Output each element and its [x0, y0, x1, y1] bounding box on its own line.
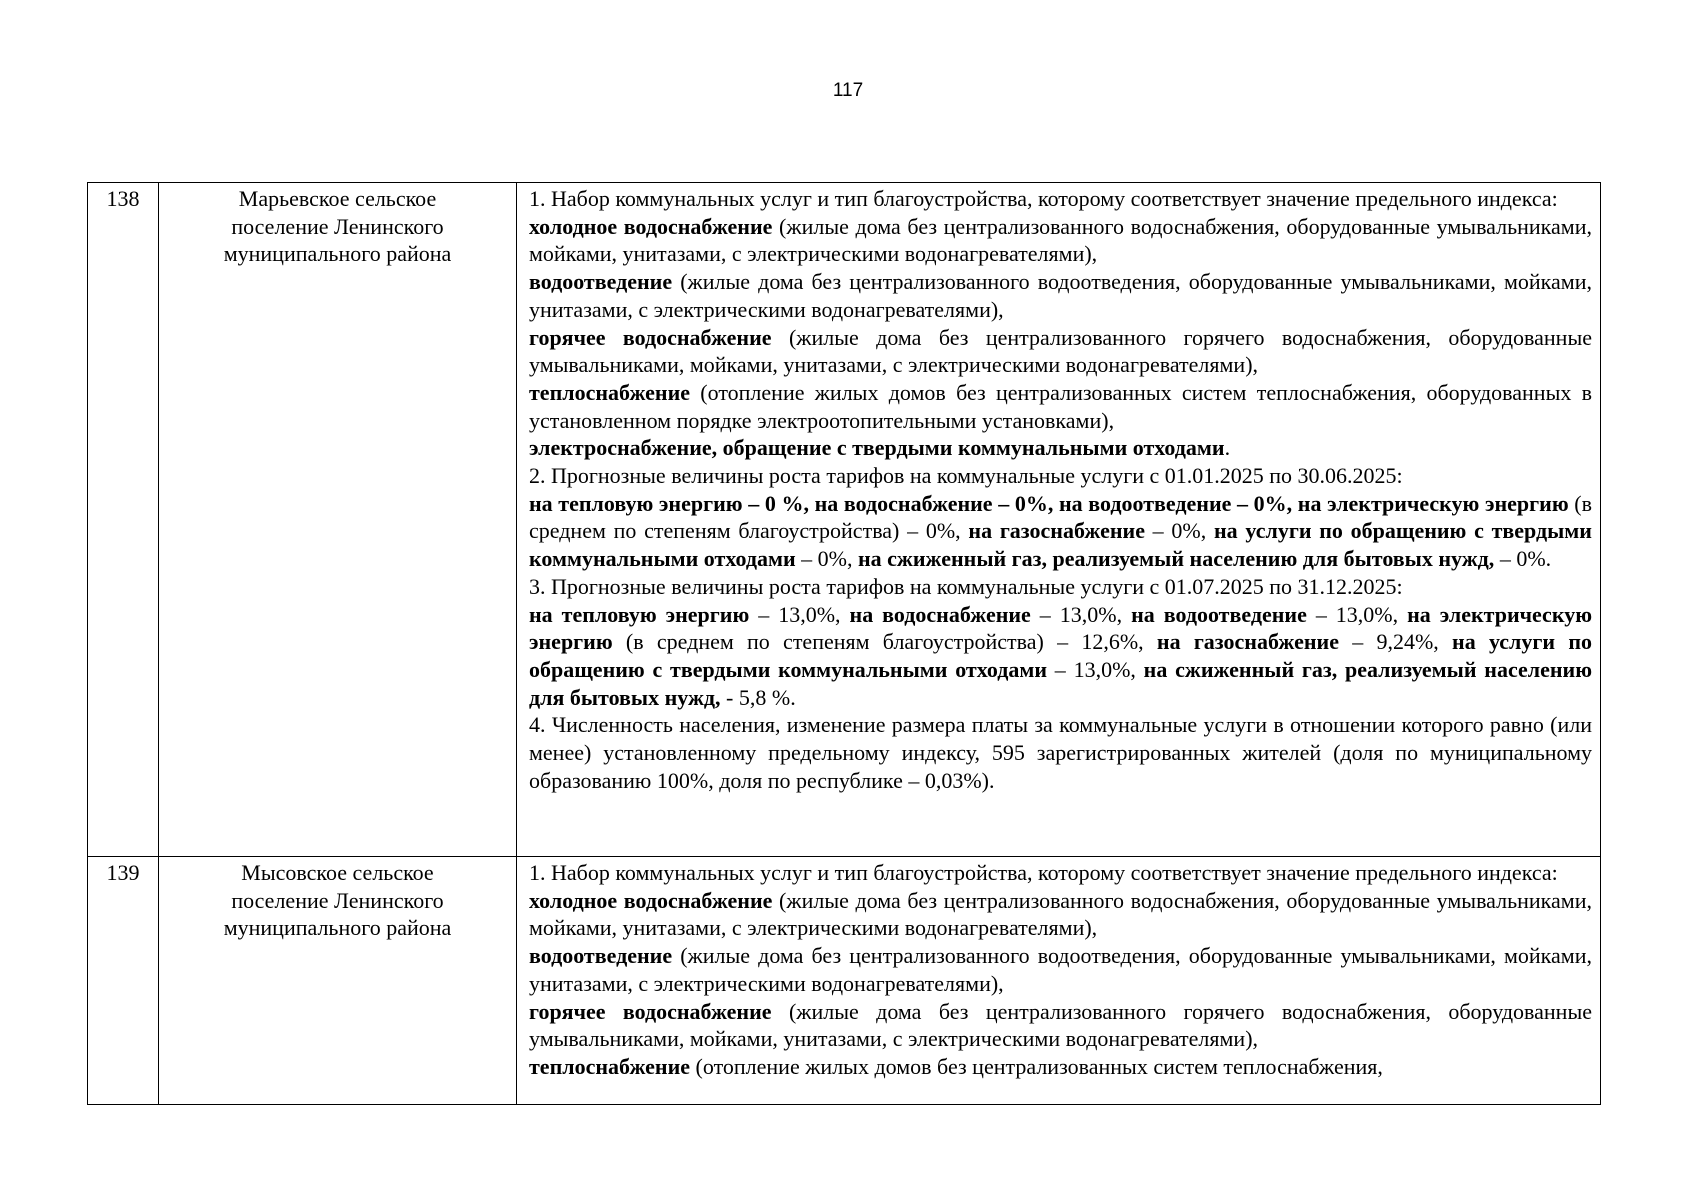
service-name: холодное водоснабжение	[529, 213, 773, 239]
service-electricity-waste	[529, 434, 1592, 462]
service-details: (жилые дома без централизованного горячего водоснабжения, оборудованные умывальниками, мойками, унитазами, с электрическими водонагревателями),	[529, 324, 1592, 378]
municipality-name-line: Марьевское сельское	[238, 186, 437, 211]
service-details: .	[1224, 435, 1231, 461]
forecast-h1-heading: 2. Прогнозные величины роста тарифов на коммунальные услуги с 01.01.2025 по 30.06.2025:	[529, 463, 1403, 489]
service-details: (жилые дома без централизованного водоснабжения, оборудованные умывальниками, мойками, унитазами, с электрическими водонагревателями),	[529, 213, 1592, 267]
service-drainage	[529, 268, 1592, 323]
services-heading: 1. Набор коммунальных услуг и тип благоустройства, которому соответствует значение предельного индекса:	[529, 186, 1558, 211]
tariff-value: – 13,0%,	[1306, 601, 1408, 627]
municipality-name	[159, 857, 517, 1105]
tariff-description	[517, 183, 1601, 857]
tariff-item: на водоотведение	[1131, 601, 1307, 627]
tariff-item: на водоснабжение	[849, 601, 1031, 627]
tariff-description-clip	[529, 859, 1592, 1103]
service-hot-water	[529, 324, 1592, 379]
service-drainage	[529, 942, 1592, 997]
service-name: водоотведение	[529, 943, 673, 969]
service-details: (жилые дома без централизованного горячего водоснабжения, оборудованные умывальниками, мойками, унитазами, с электрическими водонагревателями),	[529, 998, 1592, 1052]
municipality-name	[159, 183, 517, 857]
service-details: (жилые дома без централизованного водоотведения, оборудованные умывальниками, мойками, унитазами, с электрическими водонагревателями),	[529, 269, 1592, 322]
tariff-item: на газоснабжение	[1156, 629, 1339, 655]
service-details: (жилые дома без централизованного водоотведения, оборудованные умывальниками, мойками, унитазами, с электрическими водонагревателями),	[529, 943, 1592, 996]
tariff-value: – 9,24%,	[1338, 629, 1453, 655]
service-hot-water	[529, 998, 1592, 1053]
tariff-value: – 0%,	[1144, 518, 1214, 544]
municipality-name-line: поселение Ленинского	[231, 213, 444, 239]
row-number: 138	[88, 183, 159, 857]
row-number: 139	[88, 857, 159, 1105]
municipality-name-line: муниципального района	[223, 915, 452, 941]
municipality-name-line: Мысовское сельское	[241, 860, 434, 885]
forecast-h2-heading: 3. Прогнозные величины роста тарифов на коммунальные услуги с 01.07.2025 по 31.12.2025:	[529, 573, 1403, 599]
service-name: теплоснабжение	[529, 1053, 691, 1079]
service-heating	[529, 379, 1592, 434]
service-heating	[529, 1053, 1592, 1081]
service-name: электроснабжение, обращение с твердыми коммунальными отходами	[529, 435, 1225, 461]
page-number: 117	[832, 80, 864, 101]
tariff-value: (в среднем по степеням благоустройства) – 0%,	[529, 490, 1592, 544]
table-row	[88, 857, 1601, 1105]
service-cold-water	[529, 213, 1592, 268]
municipality-name-line: муниципального района	[223, 241, 452, 267]
tariff-value: - 5,8 %.	[720, 684, 796, 710]
forecast-h2-values	[529, 601, 1592, 712]
service-name: горячее водоснабжение	[529, 998, 772, 1024]
service-details: (жилые дома без централизованного водоснабжения, оборудованные умывальниками, мойками, унитазами, с электрическими водонагревателями),	[529, 887, 1592, 941]
service-cold-water	[529, 887, 1592, 942]
tariff-value: – 0%,	[795, 546, 858, 572]
tariff-item: на тепловую энергию	[529, 601, 750, 627]
tariff-value: – 13,0%,	[749, 601, 850, 627]
tariff-value: – 13,0%,	[1030, 601, 1132, 627]
service-name: теплоснабжение	[529, 379, 691, 405]
services-heading: 1. Набор коммунальных услуг и тип благоустройства, которому соответствует значение предельного индекса:	[529, 860, 1558, 885]
tariff-item: на сжиженный газ, реализуемый населению для бытовых нужд,	[529, 656, 1593, 710]
tariff-item: на сжиженный газ, реализуемый населению для бытовых нужд,	[857, 546, 1495, 572]
municipality-name-line: поселение Ленинского	[231, 887, 444, 913]
tariff-item: на тепловую энергию – 0 %, на водоснабжение – 0%, на водоотведение – 0%, на электрическую энергию	[529, 490, 1569, 516]
service-name: горячее водоснабжение	[529, 324, 772, 350]
forecast-h1-values	[529, 490, 1592, 573]
tariff-item: на услуги по обращению с твердыми коммунальными отходами	[529, 629, 1592, 682]
service-details: (отопление жилых домов без централизованных систем теплоснабжения, оборудованных в установленном порядке электроотопительными установками),	[529, 379, 1592, 433]
population-info: 4. Численность населения, изменение размера платы за коммунальные услуги в отношении которого равно (или менее) установленному предельному индексу, 595 зарегистрированных жителей (доля по муниципальному образованию 100%, доля по республике – 0,03%).	[529, 712, 1592, 793]
table-row	[88, 183, 1601, 857]
tariff-table	[87, 182, 1601, 1105]
tariff-item: на услуги по обращению с твердыми коммунальными отходами	[529, 518, 1592, 572]
tariff-value: (в среднем по степеням благоустройства) – 12,6%,	[612, 629, 1157, 655]
tariff-value: – 13,0%,	[1047, 656, 1144, 682]
tariff-description	[517, 857, 1601, 1105]
tariff-item: на электрическую энергию	[529, 601, 1593, 655]
tariff-item: на газоснабжение	[968, 518, 1145, 544]
service-name: холодное водоснабжение	[529, 887, 773, 913]
service-name: водоотведение	[529, 269, 673, 295]
service-details: (отопление жилых домов без централизованных систем теплоснабжения,	[690, 1053, 1383, 1079]
tariff-value: – 0%.	[1494, 546, 1552, 572]
